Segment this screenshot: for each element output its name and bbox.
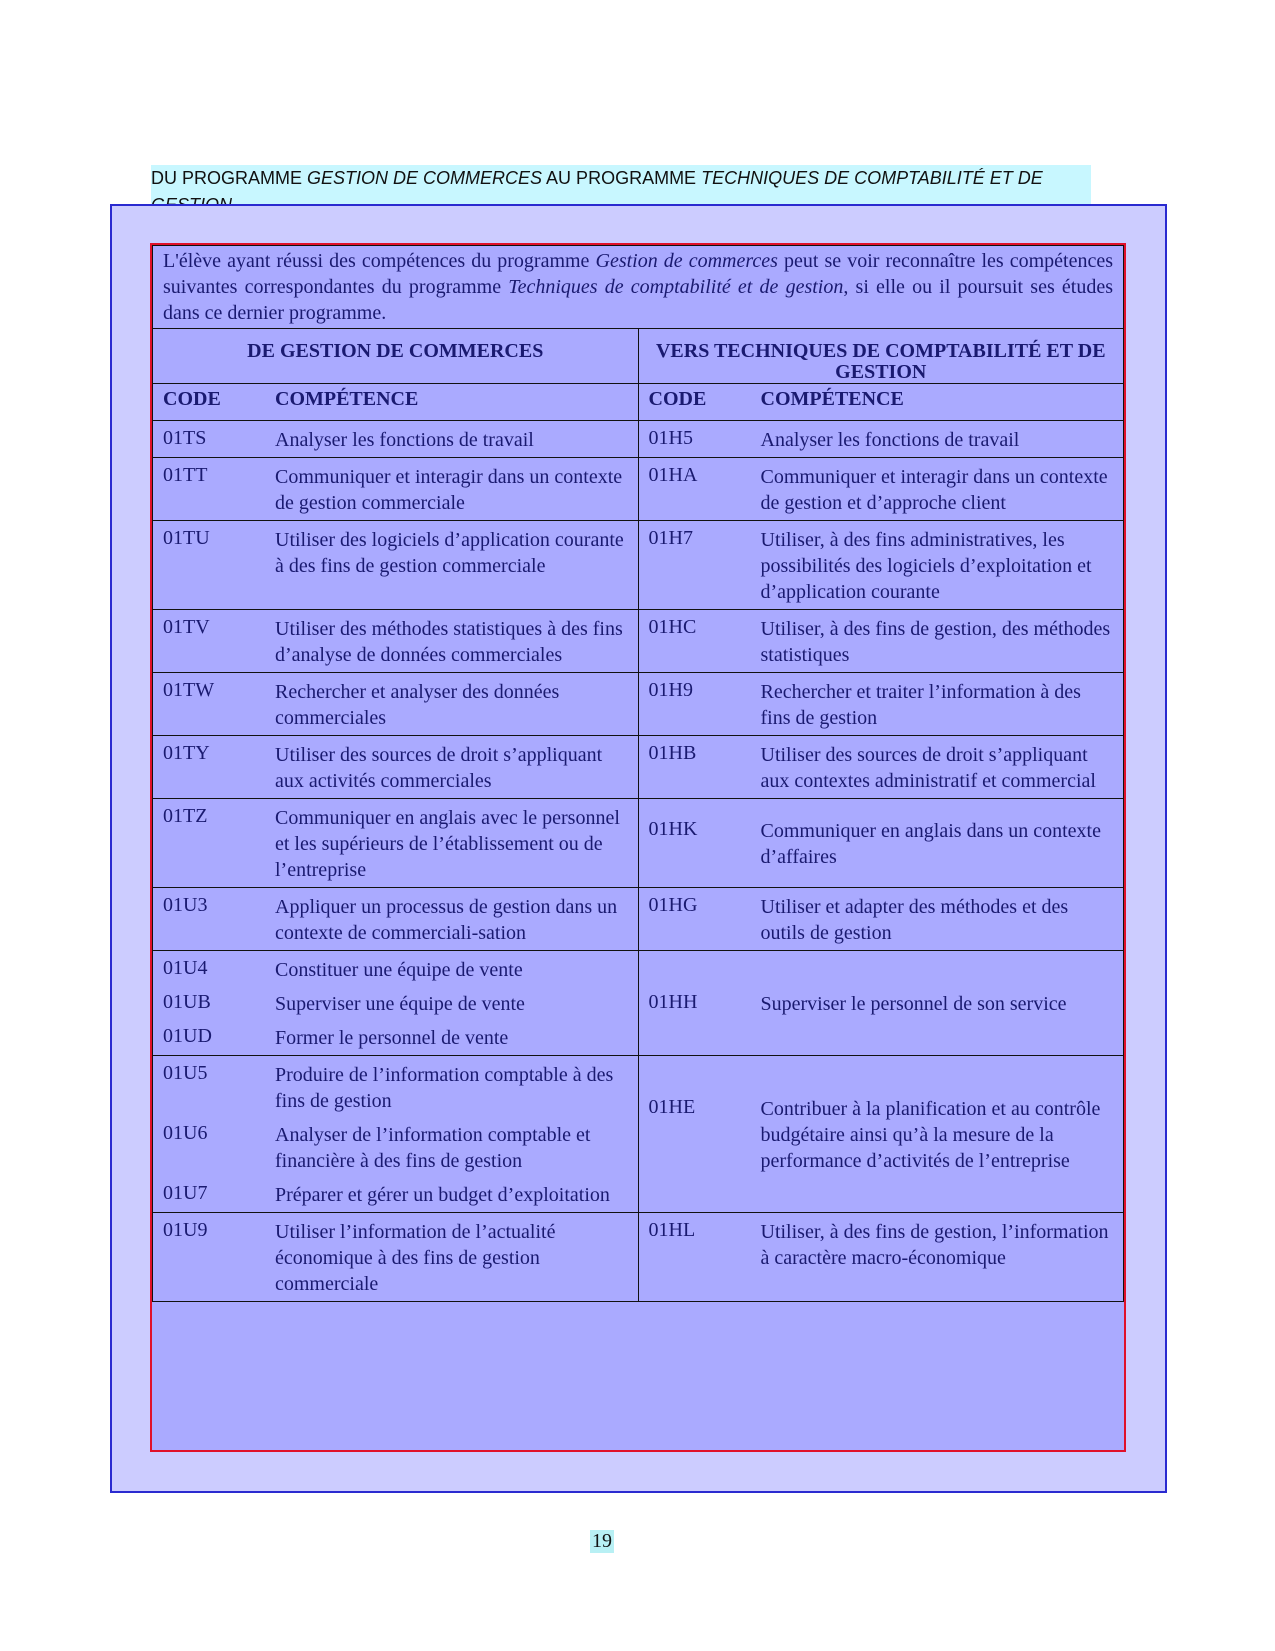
competence-code: 01H5: [648, 427, 693, 449]
competence-code: 01TV: [163, 616, 210, 638]
to-cell: [638, 458, 1124, 521]
from-cell: [153, 458, 639, 521]
competence-code: 01U3: [163, 894, 208, 916]
competence-text: Appliquer un processus de gestion dans un contexte de commerciali-sation: [275, 896, 618, 944]
to-cell: [638, 521, 1124, 610]
competence-text: Utiliser des méthodes statistiques à des fins d’analyse de données commerciales: [275, 618, 623, 666]
competence-code: 01U4: [163, 957, 208, 979]
intro-paragraph: [153, 246, 1124, 329]
page-number: 19: [592, 1530, 612, 1552]
list-item: [163, 1219, 628, 1297]
to-cell: [638, 1213, 1124, 1302]
from-cell: [153, 1213, 639, 1302]
list-item: [163, 957, 628, 983]
list-item: [163, 1182, 628, 1208]
list-item: [649, 1096, 1114, 1174]
list-item: [649, 818, 1114, 870]
competence-text: Constituer une équipe de vente: [275, 959, 523, 981]
list-item: [163, 527, 628, 579]
list-item: [649, 427, 1114, 453]
list-item: [163, 1025, 628, 1051]
from-cell: [153, 799, 639, 888]
table-row: [153, 736, 1124, 799]
to-cell: [638, 421, 1124, 458]
intro-text-1: L'élève ayant réussi des compétences du programme: [163, 250, 596, 272]
competence-text: Utiliser l’information de l’actualité économique à des fins de gestion commerciale: [275, 1221, 556, 1295]
to-cell: [638, 610, 1124, 673]
to-cell: [638, 736, 1124, 799]
heading-program-from: GESTION DE COMMERCES: [307, 168, 543, 188]
competence-code: 01UD: [163, 1025, 212, 1047]
code-label: CODE: [648, 388, 707, 410]
list-item: [649, 991, 1114, 1017]
table-row: [153, 799, 1124, 888]
right-column-title: VERS TECHNIQUES DE COMPTABILITÉ ET DE GESTION: [638, 329, 1124, 384]
heading-part-1: DU PROGRAMME: [151, 168, 308, 188]
to-cell: [638, 951, 1124, 1056]
competence-text: Utiliser des sources de droit s’appliquant aux contextes administratif et commercial: [760, 744, 1096, 792]
table-row: [153, 1213, 1124, 1302]
competence-code: 01HK: [648, 818, 698, 840]
competence-text: Rechercher et analyser des données commerciales: [275, 681, 560, 729]
competence-label: COMPÉTENCE: [760, 388, 904, 410]
table-row: [153, 610, 1124, 673]
competence-text: Communiquer et interagir dans un contexte de gestion et d’approche client: [760, 466, 1108, 514]
list-item: [649, 464, 1114, 516]
competence-text: Utiliser des sources de droit s’appliquant aux activités commerciales: [275, 744, 603, 792]
competence-code: 01HE: [648, 1096, 696, 1118]
table-row: [153, 888, 1124, 951]
label-row: [153, 384, 1124, 421]
competence-text: Superviser le personnel de son service: [760, 993, 1067, 1015]
competence-code: 01H9: [648, 679, 693, 701]
list-item: [649, 527, 1114, 605]
competence-code: 01U6: [163, 1122, 208, 1144]
competence-text: Utiliser, à des fins administratives, les possibilités des logiciels d’exploitation et d’application courante: [760, 529, 1092, 603]
equivalence-document: [150, 243, 1126, 1452]
list-item: [163, 679, 628, 731]
competence-code: 01HA: [648, 464, 698, 486]
table-row: [153, 951, 1124, 1056]
competence-code: 01HB: [648, 742, 697, 764]
from-cell: [153, 421, 639, 458]
list-item: [649, 616, 1114, 668]
list-item: [649, 679, 1114, 731]
competence-code: 01U7: [163, 1182, 208, 1204]
list-item: [163, 616, 628, 668]
competence-code: 01HH: [648, 991, 698, 1013]
list-item: [163, 1122, 628, 1174]
intro-program-to: Techniques de comptabilité et de gestion: [508, 276, 844, 298]
competence-text: Utiliser, à des fins de gestion, l’information à caractère macro-économique: [760, 1221, 1109, 1269]
from-cell: [153, 736, 639, 799]
competence-text: Analyser les fonctions de travail: [275, 429, 534, 451]
left-labels: [153, 384, 639, 421]
competence-code: 01TZ: [163, 805, 208, 827]
left-column-title: DE GESTION DE COMMERCES: [153, 329, 639, 384]
competence-code: 01H7: [648, 527, 693, 549]
table-row: [153, 673, 1124, 736]
competence-text: Utiliser et adapter des méthodes et des outils de gestion: [760, 896, 1069, 944]
competence-text: Analyser les fonctions de travail: [760, 429, 1020, 451]
list-item: [163, 805, 628, 883]
competence-code: 01TU: [163, 527, 210, 549]
from-cell: [153, 673, 639, 736]
table-row: [153, 421, 1124, 458]
heading-part-3: AU PROGRAMME: [542, 168, 702, 188]
to-cell: [638, 1056, 1124, 1213]
competence-text: Analyser de l’information comptable et financière à des fins de gestion: [275, 1124, 591, 1172]
list-item: [163, 427, 628, 453]
from-cell: [153, 1056, 639, 1213]
right-labels: [638, 384, 1124, 421]
competence-code: 01UB: [163, 991, 211, 1013]
from-cell: [153, 888, 639, 951]
list-item: [163, 464, 628, 516]
intro-program-from: Gestion de commerces: [595, 250, 778, 272]
to-cell: [638, 888, 1124, 951]
competence-text: Communiquer en anglais dans un contexte d’affaires: [760, 820, 1101, 868]
equivalence-table: [152, 245, 1124, 1302]
to-cell: [638, 799, 1124, 888]
competence-code: 01U9: [163, 1219, 208, 1241]
from-cell: [153, 951, 639, 1056]
competence-text: Contribuer à la planification et au contrôle budgétaire ainsi qu’à la mesure de la performance d’activités de l’entreprise: [760, 1098, 1101, 1172]
column-title-row: [153, 329, 1124, 384]
competence-code: 01HL: [648, 1219, 696, 1241]
competence-label: COMPÉTENCE: [275, 388, 419, 410]
competence-text: Former le personnel de vente: [275, 1027, 509, 1049]
list-item: [163, 1062, 628, 1114]
competence-code: 01HG: [648, 894, 698, 916]
competence-code: 01HC: [648, 616, 697, 638]
intro-row: [153, 246, 1124, 329]
competence-text: Utiliser, à des fins de gestion, des méthodes statistiques: [760, 618, 1111, 666]
competence-text: Rechercher et traiter l’information à des fins de gestion: [760, 681, 1081, 729]
list-item: [649, 742, 1114, 794]
heading-program-to: TECHNIQUES DE COMPTABILITÉ ET DE: [701, 168, 1043, 188]
competence-text: Communiquer et interagir dans un contexte de gestion commerciale: [275, 466, 623, 514]
table-row: [153, 1056, 1124, 1213]
list-item: [649, 894, 1114, 946]
competence-text: Superviser une équipe de vente: [275, 993, 525, 1015]
list-item: [163, 991, 628, 1017]
competence-code: 01TW: [163, 679, 215, 701]
competence-code: 01U5: [163, 1062, 208, 1084]
to-cell: [638, 673, 1124, 736]
competence-text: Utiliser des logiciels d’application courante à des fins de gestion commerciale: [275, 529, 624, 577]
intro-text-3: peut se voir reconnaître les compétences suivantes correspondantes du programme: [163, 250, 1114, 298]
competence-text: Préparer et gérer un budget d’exploitation: [275, 1184, 610, 1206]
intro-text-5: , si elle ou il poursuit ses études dans ce dernier programme.: [163, 276, 1113, 324]
list-item: [163, 742, 628, 794]
table-row: [153, 458, 1124, 521]
from-cell: [153, 610, 639, 673]
from-cell: [153, 521, 639, 610]
list-item: [649, 1219, 1114, 1271]
competence-text: Produire de l’information comptable à des fins de gestion: [275, 1064, 614, 1112]
competence-text: Communiquer en anglais avec le personnel et les supérieurs de l’établissement ou de l’entreprise: [275, 807, 620, 881]
competence-code: 01TY: [163, 742, 210, 764]
code-label: CODE: [163, 388, 221, 410]
list-item: [163, 894, 628, 946]
competence-code: 01TS: [163, 427, 207, 449]
table-row: [153, 521, 1124, 610]
competence-code: 01TT: [163, 464, 208, 486]
